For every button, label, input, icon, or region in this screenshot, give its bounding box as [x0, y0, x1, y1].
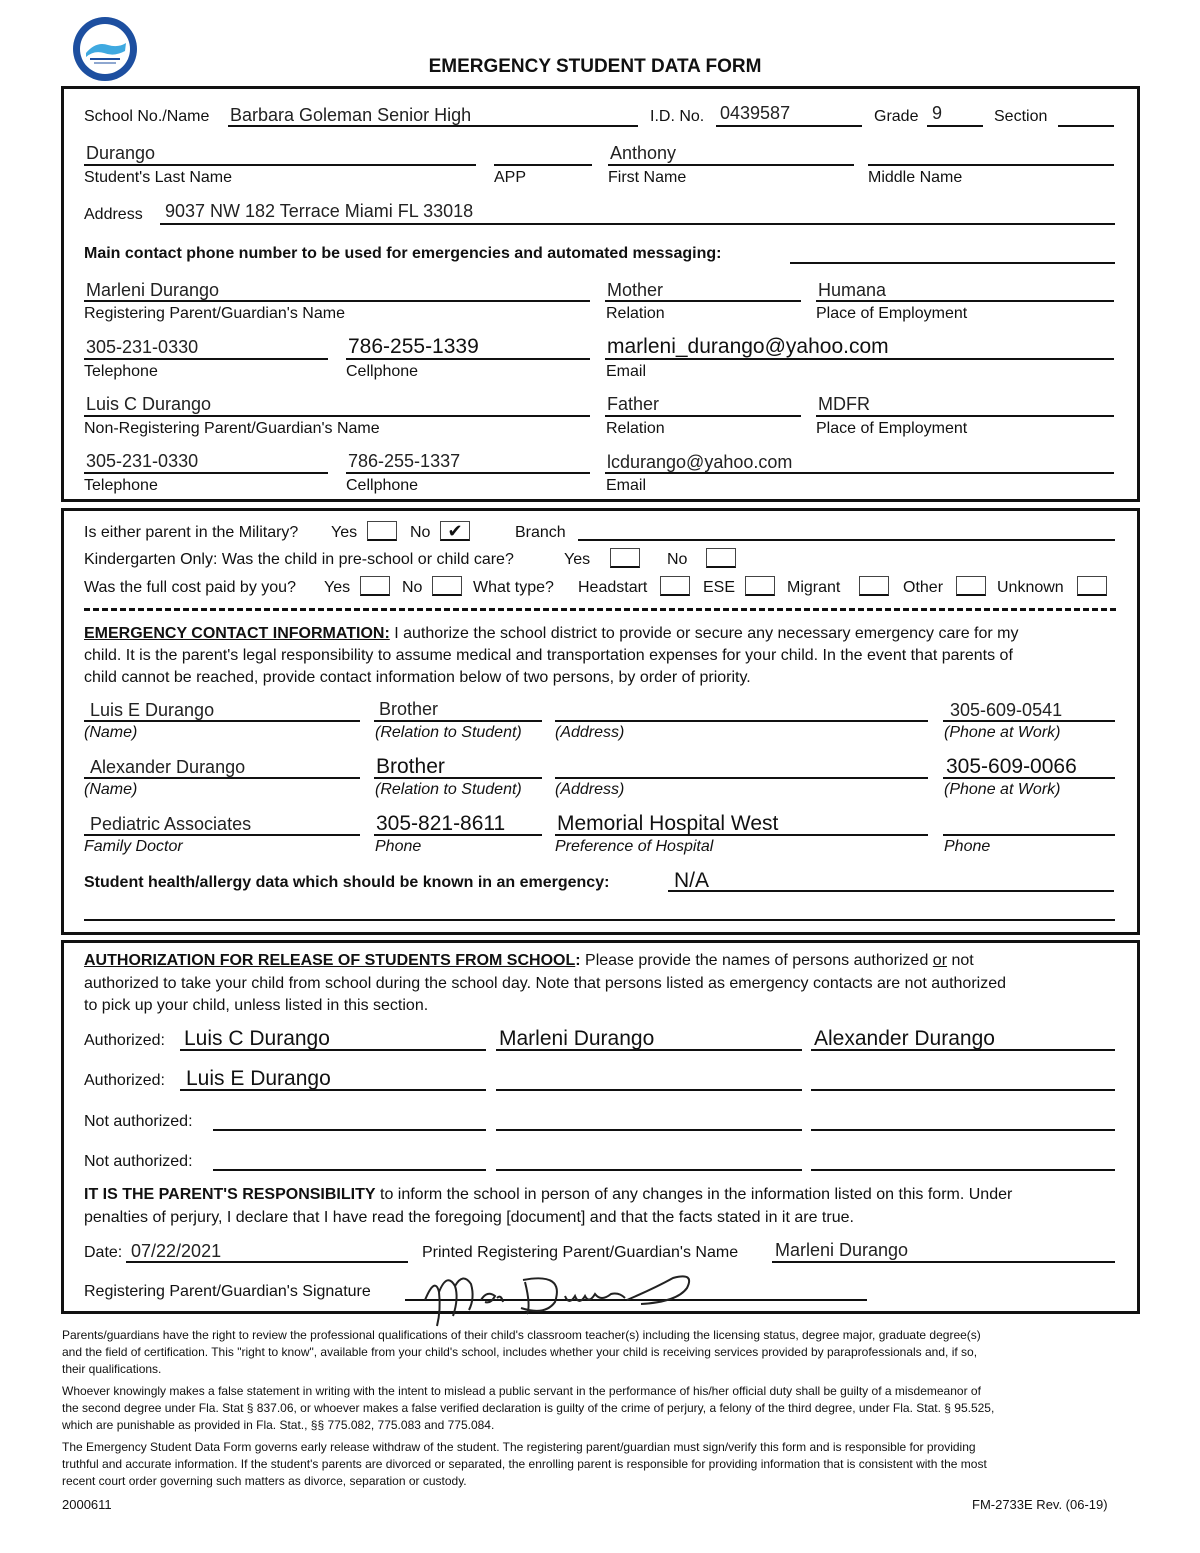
nonreg-email-label: Email — [606, 477, 647, 494]
cost-no-checkbox[interactable] — [432, 576, 462, 596]
other-checkbox[interactable] — [956, 576, 986, 596]
nonreg-parent-name-value[interactable]: Luis C Durango — [86, 394, 212, 414]
nonreg-cellphone-label: Cellphone — [346, 477, 419, 494]
contact1-name[interactable]: Luis E Durango — [90, 700, 215, 720]
relation-label-1: (Relation to Student) — [375, 724, 522, 741]
authorized-3[interactable]: Alexander Durango — [814, 1027, 995, 1050]
migrant-label: Migrant — [787, 579, 841, 596]
authorization-text-2: authorized to take your child from school during the school day. Note that persons listed as emergency contacts are not authorized — [84, 975, 1006, 992]
emergency-text-1: I authorize the school district to provide or secure any necessary emergency care for my — [389, 625, 1019, 642]
kinder-yes-label: Yes — [564, 551, 591, 568]
reg-relation-label: Relation — [606, 305, 665, 322]
printed-name-label: Printed Registering Parent/Guardian's Name — [422, 1244, 739, 1261]
nonreg-telephone-label: Telephone — [84, 477, 158, 494]
perjury-text: penalties of perjury, I declare that I have read the foregoing [document] and that the facts stated in it are true. — [84, 1209, 854, 1226]
last-name-label: Student's Last Name — [84, 169, 233, 186]
contact2-relation[interactable]: Brother — [376, 755, 445, 778]
nonreg-employment-value[interactable]: MDFR — [818, 394, 870, 414]
doctor-label: Family Doctor — [84, 838, 183, 855]
responsibility-heading: IT IS THE PARENT'S RESPONSIBILITY — [84, 1186, 376, 1203]
signature-label: Registering Parent/Guardian's Signature — [84, 1283, 371, 1300]
id-label: I.D. No. — [650, 108, 705, 125]
footer-p3-line1: The Emergency Student Data Form governs early release withdraw of the student. The registering parent/guardian must sign/verify this form and is responsible for providing — [62, 1440, 976, 1454]
id-value[interactable]: 0439587 — [720, 103, 791, 123]
authorized-1[interactable]: Luis C Durango — [184, 1027, 330, 1050]
contact2-name[interactable]: Alexander Durango — [90, 757, 246, 777]
footer-code-right: FM-2733E Rev. (06-19) — [972, 1497, 1108, 1512]
address-label-2: (Address) — [555, 781, 625, 798]
last-name-value[interactable]: Durango — [86, 143, 156, 163]
grade-value[interactable]: 9 — [932, 103, 943, 123]
branch-label: Branch — [515, 524, 566, 541]
footer-p3-line3: recent court order governing such matters as divorce, separation or custody. — [62, 1474, 467, 1488]
emergency-text-3: child cannot be reached, provide contact information below of two persons, by order of priority. — [84, 669, 751, 686]
unknown-checkbox[interactable] — [1077, 576, 1107, 596]
emergency-text-2: child. It is the parent's legal responsibility to assume medical and transportation expenses for your child. In the event that parents of — [84, 647, 1013, 664]
reg-cellphone-label: Cellphone — [346, 363, 419, 380]
ese-checkbox[interactable] — [745, 576, 775, 596]
military-yes-checkbox[interactable] — [367, 521, 397, 541]
military-no-label: No — [410, 524, 431, 541]
cost-no-label: No — [402, 579, 423, 596]
headstart-label: Headstart — [578, 579, 648, 596]
authorization-heading: AUTHORIZATION FOR RELEASE OF STUDENTS FROM SCHOOL — [84, 952, 576, 969]
nonreg-relation-value[interactable]: Father — [607, 394, 660, 414]
reg-parent-name-value[interactable]: Marleni Durango — [86, 280, 220, 300]
footer-p3-line2: truthful and accurate information. If the student's parents are divorced or separated, the enrolling parent is responsible for providing information that is consistent with the most — [62, 1457, 987, 1471]
cost-yes-checkbox[interactable] — [360, 576, 390, 596]
nonreg-relation-label: Relation — [606, 420, 665, 437]
nonreg-employment-label: Place of Employment — [816, 420, 968, 437]
student-info-box — [61, 86, 1140, 502]
first-name-label: First Name — [608, 169, 687, 186]
not-authorized-label-2: Not authorized: — [84, 1153, 193, 1170]
doctor-phone-label: Phone — [375, 838, 422, 855]
first-name-value[interactable]: Anthony — [610, 143, 677, 163]
footer-p1-line1: Parents/guardians have the right to review the professional qualifications of their child's classroom teacher(s) including the licensing status, degree major, graduate degree(s) — [62, 1328, 981, 1342]
main-contact-label: Main contact phone number to be used for emergencies and automated messaging: — [84, 245, 722, 262]
cost-yes-label: Yes — [324, 579, 351, 596]
nonreg-cellphone-value[interactable]: 786-255-1337 — [348, 451, 461, 471]
authorized-2[interactable]: Marleni Durango — [499, 1027, 655, 1050]
page-title: EMERGENCY STUDENT DATA FORM — [428, 56, 762, 77]
reg-employment-label: Place of Employment — [816, 305, 968, 322]
contact1-phone[interactable]: 305-609-0541 — [950, 700, 1063, 720]
footer-p2-line3: which are punishable as provided in Fla. Stat., §§ 775.082, 775.083 and 775.084. — [62, 1418, 495, 1432]
health-value[interactable]: N/A — [674, 869, 710, 892]
reg-cellphone-value[interactable]: 786-255-1339 — [348, 335, 479, 358]
nonreg-email-value[interactable]: lcdurango@yahoo.com — [607, 452, 793, 472]
military-no-checkbox[interactable] — [440, 521, 470, 541]
name-label-2: (Name) — [84, 781, 138, 798]
reg-email-label: Email — [606, 363, 647, 380]
doctor-phone-value[interactable]: 305-821-8611 — [376, 812, 506, 835]
school-value[interactable]: Barbara Goleman Senior High — [230, 105, 472, 125]
phone-work-label-2: (Phone at Work) — [944, 781, 1061, 798]
date-label: Date: — [84, 1244, 123, 1261]
kinder-no-checkbox[interactable] — [706, 548, 736, 568]
app-label: APP — [494, 169, 527, 186]
not-authorized-label-1: Not authorized: — [84, 1113, 193, 1130]
grade-label: Grade — [874, 108, 919, 125]
kinder-question: Kindergarten Only: Was the child in pre-school or child care? — [84, 551, 514, 568]
other-label: Other — [903, 579, 944, 596]
reg-relation-value[interactable]: Mother — [607, 280, 664, 300]
hospital-phone-label: Phone — [944, 838, 991, 855]
school-label: School No./Name — [84, 108, 210, 125]
military-question: Is either parent in the Military? — [84, 524, 299, 541]
authorized-label-2: Authorized: — [84, 1072, 165, 1089]
contact1-relation[interactable]: Brother — [379, 699, 439, 719]
footer-p2-line1: Whoever knowingly makes a false statement in writing with the intent to mislead a public servant in the performance of his/her official duty shall be guilty of a misdemeanor of — [62, 1384, 981, 1398]
name-label-1: (Name) — [84, 724, 138, 741]
reg-telephone-value[interactable]: 305-231-0330 — [86, 337, 199, 357]
address-label: Address — [84, 206, 143, 223]
authorized-4[interactable]: Luis E Durango — [186, 1067, 331, 1090]
checkmark-icon: ✔ — [447, 521, 463, 541]
nonreg-telephone-value[interactable]: 305-231-0330 — [86, 451, 199, 471]
hospital-label: Preference of Hospital — [555, 838, 714, 855]
address-value[interactable]: 9037 NW 182 Terrace Miami FL 33018 — [165, 201, 474, 221]
kinder-yes-checkbox[interactable] — [610, 548, 640, 568]
reg-parent-name-label: Registering Parent/Guardian's Name — [84, 305, 345, 322]
ese-label: ESE — [703, 579, 736, 596]
reg-employment-value[interactable]: Humana — [818, 280, 887, 300]
nonreg-parent-name-label: Non-Registering Parent/Guardian's Name — [84, 420, 380, 437]
footer-code-left: 2000611 — [62, 1497, 112, 1512]
authorization-text-3: to pick up your child, unless listed in this section. — [84, 997, 429, 1014]
relation-label-2: (Relation to Student) — [375, 781, 522, 798]
footer-p1-line2: and the field of certification. This "right to know", available from your child's school, includes whether your child is receiving services provided by paraprofessionals and, if so, — [62, 1345, 978, 1359]
cost-question: Was the full cost paid by you? — [84, 579, 296, 596]
phone-work-label-1: (Phone at Work) — [944, 724, 1061, 741]
footer-p2-line2: the second degree under Fla. Stat § 837.06, or whoever makes a false verified declaration is guilty of the crime of perjury, a felony of the third degree, under Fla. Stat. § 95.525, — [62, 1401, 995, 1415]
signature-image[interactable] — [405, 1258, 705, 1338]
address-label-1: (Address) — [555, 724, 625, 741]
footer-p1-line3: their qualifications. — [62, 1362, 162, 1376]
hospital-value[interactable]: Memorial Hospital West — [557, 812, 779, 835]
authorized-label-1: Authorized: — [84, 1032, 165, 1049]
doctor-value[interactable]: Pediatric Associates — [90, 814, 252, 834]
section-label: Section — [994, 108, 1048, 125]
unknown-label: Unknown — [997, 579, 1064, 596]
reg-telephone-label: Telephone — [84, 363, 158, 380]
migrant-checkbox[interactable] — [859, 576, 889, 596]
middle-name-label: Middle Name — [868, 169, 963, 186]
reg-email-value[interactable]: marleni_durango@yahoo.com — [607, 335, 889, 358]
date-value[interactable]: 07/22/2021 — [131, 1241, 222, 1261]
contact2-phone[interactable]: 305-609-0066 — [946, 755, 1077, 778]
military-yes-label: Yes — [331, 524, 358, 541]
headstart-checkbox[interactable] — [660, 576, 690, 596]
dashed-divider — [84, 608, 1116, 611]
emergency-heading: EMERGENCY CONTACT INFORMATION: — [84, 625, 390, 642]
health-label: Student health/allergy data which should be known in an emergency: — [84, 874, 610, 891]
printed-name-value[interactable]: Marleni Durango — [775, 1240, 909, 1260]
what-type-label: What type? — [473, 579, 554, 596]
kinder-no-label: No — [667, 551, 688, 568]
